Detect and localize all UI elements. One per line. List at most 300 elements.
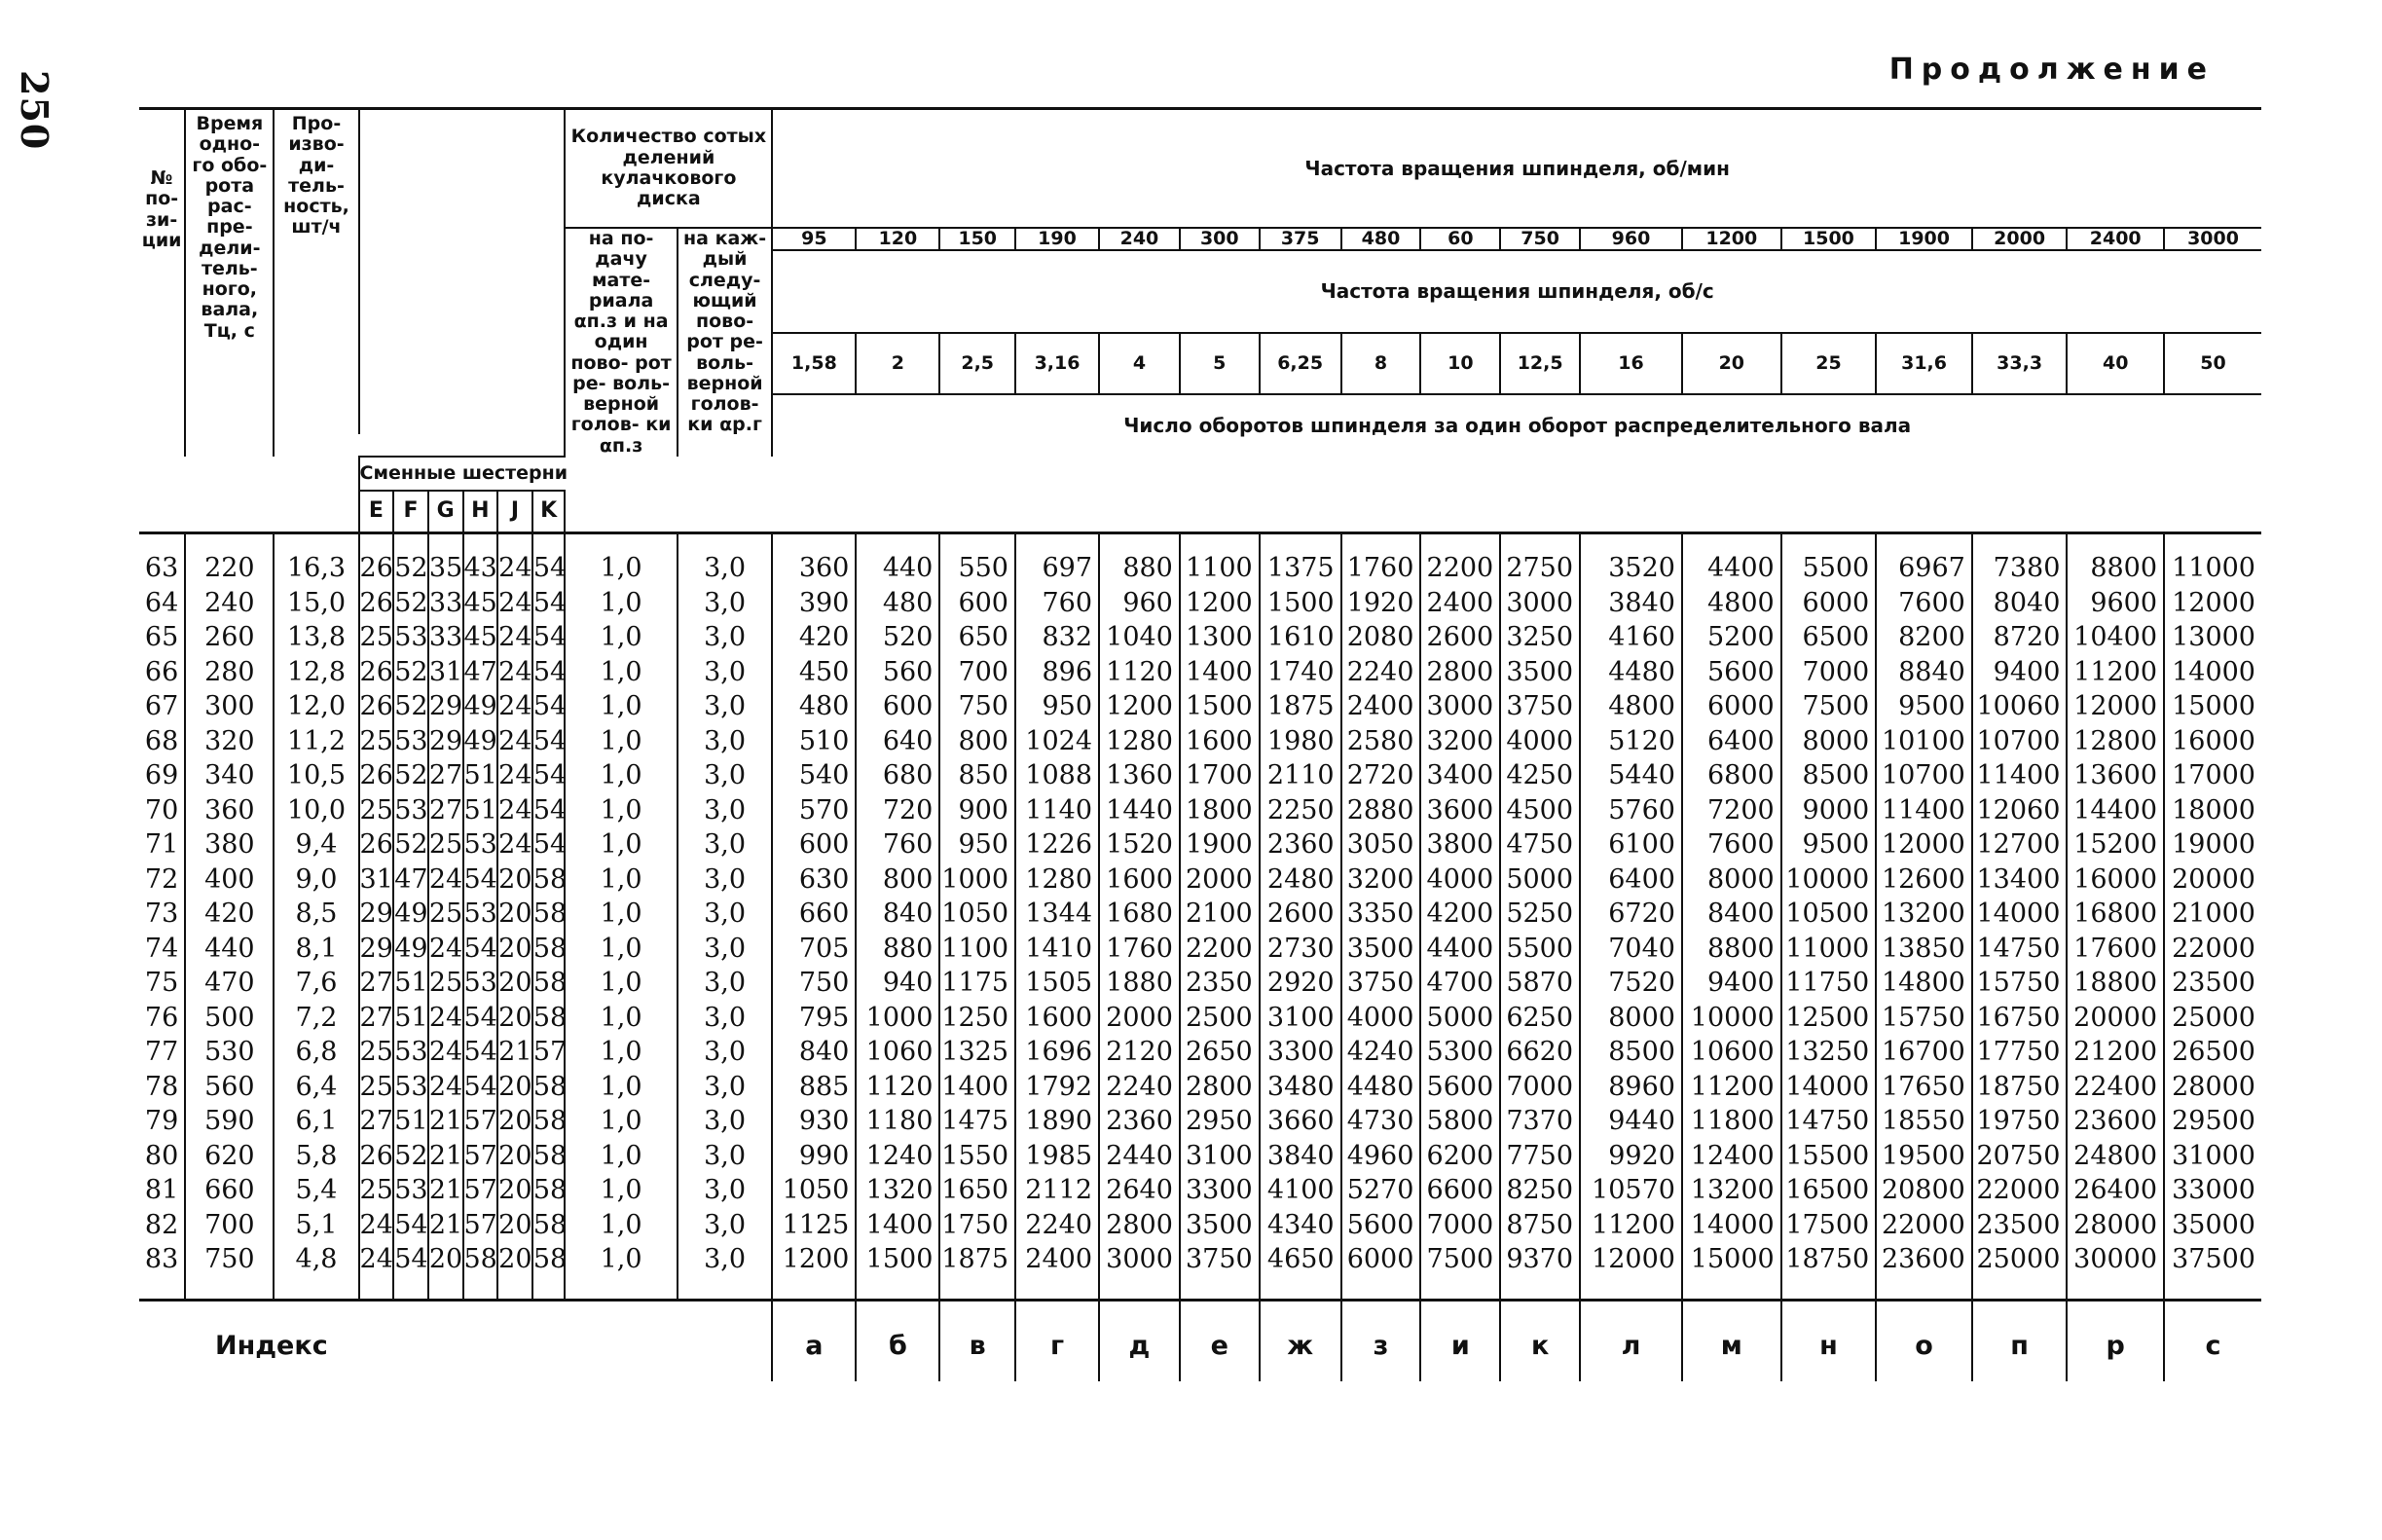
- table-cell: 620: [185, 1139, 274, 1174]
- table-cell: 4000: [1420, 862, 1500, 898]
- table-cell: 1120: [856, 1070, 939, 1105]
- table-row: [139, 759, 2261, 794]
- table-cell: 930: [772, 1105, 856, 1140]
- table-cell: 54: [532, 724, 566, 759]
- table-cell: 7000: [1500, 1070, 1580, 1105]
- table-cell: 54: [463, 932, 498, 967]
- table-cell: 660: [185, 1174, 274, 1209]
- table-cell: 24800: [2067, 1139, 2164, 1174]
- table-cell: 9,0: [274, 862, 358, 898]
- table-cell: 15000: [2164, 690, 2261, 725]
- table-cell: 53: [393, 724, 428, 759]
- table-cell: 7750: [1500, 1139, 1580, 1174]
- table-cell: 1920: [1341, 586, 1421, 621]
- table-cell: 1250: [939, 1001, 1015, 1036]
- table-cell: 2640: [1099, 1174, 1180, 1209]
- table-cell: 24: [428, 932, 463, 967]
- table-cell: 3,0: [678, 1243, 773, 1301]
- table-cell: 5500: [1500, 932, 1580, 967]
- table-cell: 11800: [1682, 1105, 1781, 1140]
- table-cell: 11200: [1580, 1208, 1682, 1243]
- table-cell: 3600: [1420, 793, 1500, 828]
- table-cell: 1985: [1015, 1139, 1099, 1174]
- table-cell: 1600: [1099, 862, 1180, 898]
- table-cell: 6100: [1580, 828, 1682, 863]
- table-cell: 1880: [1099, 967, 1180, 1002]
- table-cell: 20: [497, 932, 532, 967]
- table-cell: 960: [1099, 586, 1180, 621]
- rps-value: 33,3: [1972, 333, 2068, 395]
- table-cell: 14750: [1972, 932, 2068, 967]
- table-cell: 4200: [1420, 898, 1500, 933]
- table-cell: 52: [393, 532, 428, 586]
- table-cell: 3100: [1260, 1001, 1341, 1036]
- table-cell: 1505: [1015, 967, 1099, 1002]
- table-cell: 2480: [1260, 862, 1341, 898]
- table-cell: 520: [856, 621, 939, 656]
- table-cell: 3,0: [678, 690, 773, 725]
- table-row: [139, 532, 2261, 586]
- table-cell: 47: [463, 655, 498, 690]
- table-cell: 7500: [1781, 690, 1877, 725]
- table-cell: 12600: [1876, 862, 1972, 898]
- table-cell: 33: [428, 586, 463, 621]
- table-cell: 12060: [1972, 793, 2068, 828]
- rpm-value: 60: [1420, 228, 1500, 250]
- table-cell: 54: [532, 586, 566, 621]
- rpm-value: 150: [939, 228, 1015, 250]
- table-cell: 15,0: [274, 586, 358, 621]
- table-cell: 24: [497, 621, 532, 656]
- table-cell: 12000: [2164, 586, 2261, 621]
- index-letter: а: [772, 1302, 856, 1381]
- table-cell: 6500: [1781, 621, 1877, 656]
- table-cell: 1200: [1180, 586, 1260, 621]
- table-cell: 51: [463, 759, 498, 794]
- table-cell: 13000: [2164, 621, 2261, 656]
- table-cell: 3,0: [678, 621, 773, 656]
- table-cell: 26: [359, 532, 394, 586]
- table-cell: 480: [856, 586, 939, 621]
- table-cell: 10700: [1876, 759, 1972, 794]
- table-cell: 1,0: [565, 898, 677, 933]
- table-cell: 52: [393, 1139, 428, 1174]
- table-cell: 52: [393, 586, 428, 621]
- table-cell: 8800: [1682, 932, 1781, 967]
- table-cell: 1000: [939, 862, 1015, 898]
- table-cell: 7000: [1781, 655, 1877, 690]
- table-cell: 9500: [1781, 828, 1877, 863]
- table-cell: 6600: [1420, 1174, 1500, 1209]
- table-cell: 1,0: [565, 759, 677, 794]
- table-cell: 28000: [2067, 1208, 2164, 1243]
- table-cell: 14750: [1781, 1105, 1877, 1140]
- table-cell: 54: [532, 655, 566, 690]
- rpm-value: 95: [772, 228, 856, 250]
- table-cell: 58: [532, 932, 566, 967]
- table-cell: 5600: [1420, 1070, 1500, 1105]
- table-cell: 11,2: [274, 724, 358, 759]
- header-cam-feed: на по- дачу мате- риала αп.з и на один пово- рот ре- воль- верной голов- ки αп.з: [565, 228, 677, 457]
- table-cell: 3480: [1260, 1070, 1341, 1105]
- table-cell: 5200: [1682, 621, 1781, 656]
- table-cell: 1000: [856, 1001, 939, 1036]
- table-cell: 5000: [1420, 1001, 1500, 1036]
- header-left-spacer: [139, 457, 359, 491]
- table-cell: 640: [856, 724, 939, 759]
- table-cell: 590: [185, 1105, 274, 1140]
- table-cell: 8000: [1682, 862, 1781, 898]
- table-cell: 7040: [1580, 932, 1682, 967]
- table-cell: 53: [393, 1070, 428, 1105]
- table-cell: 83: [144, 1244, 179, 1275]
- table-cell: 23500: [1972, 1208, 2068, 1243]
- table-cell: 4730: [1341, 1105, 1421, 1140]
- table-cell: 16750: [1972, 1001, 2068, 1036]
- rpm-value: 1900: [1876, 228, 1972, 250]
- table-cell: 1440: [1099, 793, 1180, 828]
- table-cell: 697: [1015, 532, 1099, 586]
- table-cell: 19000: [2164, 828, 2261, 863]
- table-cell: 5120: [1580, 724, 1682, 759]
- table-cell: 4700: [1420, 967, 1500, 1002]
- table-cell: 3660: [1260, 1105, 1341, 1140]
- table-cell: 64: [144, 587, 179, 618]
- table-cell: 2000: [1180, 862, 1260, 898]
- table-cell: 2800: [1420, 655, 1500, 690]
- table-cell: 12500: [1781, 1001, 1877, 1036]
- table-cell: 12,8: [274, 655, 358, 690]
- table-cell: 850: [939, 759, 1015, 794]
- table-cell: 14000: [1781, 1070, 1877, 1105]
- table-cell: 1875: [1260, 690, 1341, 725]
- table-cell: 4800: [1580, 690, 1682, 725]
- table-cell: 1024: [1015, 724, 1099, 759]
- table-cell: 20800: [1876, 1174, 1972, 1209]
- table-cell: 57: [532, 1036, 566, 1071]
- rps-value: 6,25: [1260, 333, 1341, 395]
- rpm-value: 1500: [1781, 228, 1877, 250]
- table-cell: 400: [185, 862, 274, 898]
- table-cell: 2120: [1099, 1036, 1180, 1071]
- header-gears-spacer-2: [359, 333, 566, 434]
- table-cell: 27: [428, 793, 463, 828]
- table-cell: 20000: [2164, 862, 2261, 898]
- table-cell: 7520: [1580, 967, 1682, 1002]
- table-cell: 1700: [1180, 759, 1260, 794]
- table-cell: 24: [428, 1070, 463, 1105]
- table-cell: 54: [532, 759, 566, 794]
- table-cell: 3,0: [678, 1105, 773, 1140]
- table-cell: 3500: [1500, 655, 1580, 690]
- table-cell: 1,0: [565, 586, 677, 621]
- table-cell: 2720: [1341, 759, 1421, 794]
- table-cell: 12800: [2067, 724, 2164, 759]
- table-cell: 24: [428, 1001, 463, 1036]
- table-cell: 2440: [1099, 1139, 1180, 1174]
- table-cell: 440: [185, 932, 274, 967]
- table-cell: 24: [497, 724, 532, 759]
- table-cell: 6620: [1500, 1036, 1580, 1071]
- header-position: № по- зи- ции: [139, 109, 185, 457]
- table-cell: 750: [772, 967, 856, 1002]
- header-cam-divisions: Количество сотых делений кулачкового диска: [565, 109, 772, 229]
- table-cell: 5,1: [274, 1208, 358, 1243]
- table-cell: 990: [772, 1139, 856, 1174]
- table-cell: 24: [497, 759, 532, 794]
- table-cell: 15500: [1781, 1139, 1877, 1174]
- table-cell: 420: [772, 621, 856, 656]
- table-cell: 5300: [1420, 1036, 1500, 1071]
- table-cell: 9400: [1682, 967, 1781, 1002]
- table-cell: 1280: [1099, 724, 1180, 759]
- table-row: [139, 1139, 2261, 1174]
- header-gears-group: Сменные шестерни: [359, 457, 566, 491]
- table-cell: 840: [856, 898, 939, 933]
- table-cell: 53: [463, 898, 498, 933]
- table-cell: 57: [463, 1105, 498, 1140]
- table-cell: 52: [393, 759, 428, 794]
- table-cell: 7600: [1876, 586, 1972, 621]
- table-cell: 660: [772, 898, 856, 933]
- table-cell: 1520: [1099, 828, 1180, 863]
- table-cell: 58: [532, 898, 566, 933]
- table-cell: 4480: [1341, 1070, 1421, 1105]
- table-cell: 20: [497, 1139, 532, 1174]
- table-cell: 35: [428, 532, 463, 586]
- table-cell: 16,3: [274, 532, 358, 586]
- table-cell: 11750: [1781, 967, 1877, 1002]
- table-cell: 13850: [1876, 932, 1972, 967]
- table-cell: 1,0: [565, 1070, 677, 1105]
- table-cell: 3,0: [678, 586, 773, 621]
- table-cell: 1475: [939, 1105, 1015, 1140]
- table-cell: 420: [185, 898, 274, 933]
- table-cell: 24: [428, 1036, 463, 1071]
- table-cell: 10060: [1972, 690, 2068, 725]
- table-cell: 26: [359, 1139, 394, 1174]
- index-label: Индекс: [215, 1331, 328, 1362]
- table-cell: 49: [393, 898, 428, 933]
- table-cell: 22000: [2164, 932, 2261, 967]
- table-cell: 1,0: [565, 1001, 677, 1036]
- rpm-value: 2400: [2067, 228, 2164, 250]
- index-letter: в: [939, 1302, 1015, 1381]
- table-cell: 20: [497, 1243, 532, 1301]
- table-cell: 5600: [1682, 655, 1781, 690]
- table-cell: 8960: [1580, 1070, 1682, 1105]
- table-cell: 8840: [1876, 655, 1972, 690]
- table-cell: 20: [428, 1243, 463, 1301]
- table-cell: 600: [856, 690, 939, 725]
- table-cell: 2360: [1260, 828, 1341, 863]
- table-cell: 2240: [1099, 1070, 1180, 1105]
- table-cell: 3,0: [678, 967, 773, 1002]
- table-cell: 52: [393, 655, 428, 690]
- table-cell: 4480: [1580, 655, 1682, 690]
- index-letter: л: [1580, 1302, 1682, 1381]
- header-cycle-time: Время одно- го обо- рота рас- пре- дели- тель- ного, вала, Tц, с: [185, 109, 274, 457]
- table-cell: 240: [185, 586, 274, 621]
- rps-value: 5: [1180, 333, 1260, 395]
- table-cell: 49: [463, 690, 498, 725]
- table-cell: 9600: [2067, 586, 2164, 621]
- table-cell: 16500: [1781, 1174, 1877, 1209]
- table-cell: 14400: [2067, 793, 2164, 828]
- index-letter: и: [1420, 1302, 1500, 1381]
- table-cell: 8750: [1500, 1208, 1580, 1243]
- table-cell: 65: [144, 622, 179, 653]
- table-cell: 6720: [1580, 898, 1682, 933]
- table-cell: 1500: [1260, 586, 1341, 621]
- table-cell: 2112: [1015, 1174, 1099, 1209]
- table-cell: 73: [144, 898, 179, 930]
- index-letter: е: [1180, 1302, 1260, 1381]
- table-cell: 5440: [1580, 759, 1682, 794]
- table-cell: 7000: [1420, 1208, 1500, 1243]
- table-cell: 8000: [1781, 724, 1877, 759]
- header-gears-spacer: [359, 109, 566, 333]
- table-cell: 15000: [1682, 1243, 1781, 1301]
- table-cell: 3750: [1180, 1243, 1260, 1301]
- table-cell: 12400: [1682, 1139, 1781, 1174]
- table-cell: 4160: [1580, 621, 1682, 656]
- table-cell: 9440: [1580, 1105, 1682, 1140]
- table-cell: 29500: [2164, 1105, 2261, 1140]
- table-cell: 1600: [1180, 724, 1260, 759]
- rpm-value: 3000: [2164, 228, 2261, 250]
- table-cell: 17650: [1876, 1070, 1972, 1105]
- table-row: [139, 586, 2261, 621]
- table-cell: 8400: [1682, 898, 1781, 933]
- table-cell: 1610: [1260, 621, 1341, 656]
- rpm-value: 480: [1341, 228, 1421, 250]
- table-cell: 15200: [2067, 828, 2164, 863]
- table-cell: 21: [428, 1174, 463, 1209]
- gear-label-e: E: [359, 491, 394, 532]
- table-cell: 14000: [1972, 898, 2068, 933]
- table-cell: 1,0: [565, 1105, 677, 1140]
- table-cell: 1375: [1260, 532, 1341, 586]
- table-cell: 58: [532, 1243, 566, 1301]
- table-row: [139, 932, 2261, 967]
- header-left-spacer-2: [139, 491, 359, 532]
- table-cell: 1,0: [565, 724, 677, 759]
- table-cell: 11200: [1682, 1070, 1781, 1105]
- table-cell: 26: [359, 586, 394, 621]
- table-cell: 13250: [1781, 1036, 1877, 1071]
- table-cell: 58: [532, 1001, 566, 1036]
- table-cell: 300: [185, 690, 274, 725]
- table-cell: 54: [463, 1070, 498, 1105]
- table-cell: 2950: [1180, 1105, 1260, 1140]
- table-cell: 4000: [1500, 724, 1580, 759]
- table-cell: 2200: [1180, 932, 1260, 967]
- index-letter: г: [1015, 1302, 1099, 1381]
- rps-value: 8: [1341, 333, 1421, 395]
- table-cell: 2920: [1260, 967, 1341, 1002]
- table-cell: 3300: [1180, 1174, 1260, 1209]
- table-cell: 23600: [1876, 1243, 1972, 1301]
- table-row: [139, 1001, 2261, 1036]
- table-cell: 12,0: [274, 690, 358, 725]
- table-cell: 22000: [1972, 1174, 2068, 1209]
- table-cell: 2110: [1260, 759, 1341, 794]
- table-cell: 11000: [2164, 532, 2261, 586]
- table-cell: 54: [532, 793, 566, 828]
- table-cell: 19750: [1972, 1105, 2068, 1140]
- table-cell: 4650: [1260, 1243, 1341, 1301]
- table-cell: 10000: [1682, 1001, 1781, 1036]
- table-cell: 3750: [1341, 967, 1421, 1002]
- table-row: [139, 724, 2261, 759]
- table-cell: 800: [939, 724, 1015, 759]
- table-cell: 3500: [1180, 1208, 1260, 1243]
- table-cell: 540: [772, 759, 856, 794]
- table-cell: 29: [359, 932, 394, 967]
- table-cell: 6,1: [274, 1105, 358, 1140]
- table-cell: 75: [144, 968, 179, 999]
- rps-value: 2: [856, 333, 939, 395]
- table-cell: 2800: [1099, 1208, 1180, 1243]
- table-cell: 10500: [1781, 898, 1877, 933]
- table-cell: 70: [144, 794, 179, 825]
- table-cell: 21000: [2164, 898, 2261, 933]
- table-cell: 26500: [2164, 1036, 2261, 1071]
- table-cell: 880: [856, 932, 939, 967]
- gear-label-h: H: [463, 491, 498, 532]
- table-cell: 27: [359, 1001, 394, 1036]
- rpm-value: 750: [1500, 228, 1580, 250]
- table-cell: 20: [497, 1001, 532, 1036]
- table-cell: 7370: [1500, 1105, 1580, 1140]
- table-cell: 9370: [1500, 1243, 1580, 1301]
- table-cell: 1050: [939, 898, 1015, 933]
- table-cell: 47: [393, 862, 428, 898]
- table-cell: 260: [185, 621, 274, 656]
- table-cell: 69: [144, 760, 179, 791]
- table-cell: 54: [393, 1208, 428, 1243]
- table-cell: 58: [532, 967, 566, 1002]
- table-cell: 3050: [1341, 828, 1421, 863]
- table-cell: 13200: [1682, 1174, 1781, 1209]
- index-letter: ж: [1260, 1302, 1341, 1381]
- table-cell: 1,0: [565, 1243, 677, 1301]
- table-cell: 8720: [1972, 621, 2068, 656]
- table-cell: 9400: [1972, 655, 2068, 690]
- table-cell: 13200: [1876, 898, 1972, 933]
- table-cell: 340: [185, 759, 274, 794]
- table-cell: 750: [185, 1243, 274, 1301]
- table-cell: 2350: [1180, 967, 1260, 1002]
- table-cell: 560: [856, 655, 939, 690]
- table-cell: 6250: [1500, 1001, 1580, 1036]
- table-cell: 3520: [1580, 532, 1682, 586]
- table-cell: 2500: [1180, 1001, 1260, 1036]
- table-cell: 54: [532, 621, 566, 656]
- table-cell: 550: [939, 532, 1015, 586]
- table-cell: 25: [359, 1070, 394, 1105]
- table-cell: 2200: [1420, 532, 1500, 586]
- table-cell: 67: [144, 691, 179, 722]
- table-cell: 1400: [1180, 655, 1260, 690]
- table-row: [139, 1070, 2261, 1105]
- table-cell: 57: [463, 1208, 498, 1243]
- table-cell: 1,0: [565, 1139, 677, 1174]
- table-cell: 480: [772, 690, 856, 725]
- table-cell: 1200: [772, 1243, 856, 1301]
- table-row: [139, 828, 2261, 863]
